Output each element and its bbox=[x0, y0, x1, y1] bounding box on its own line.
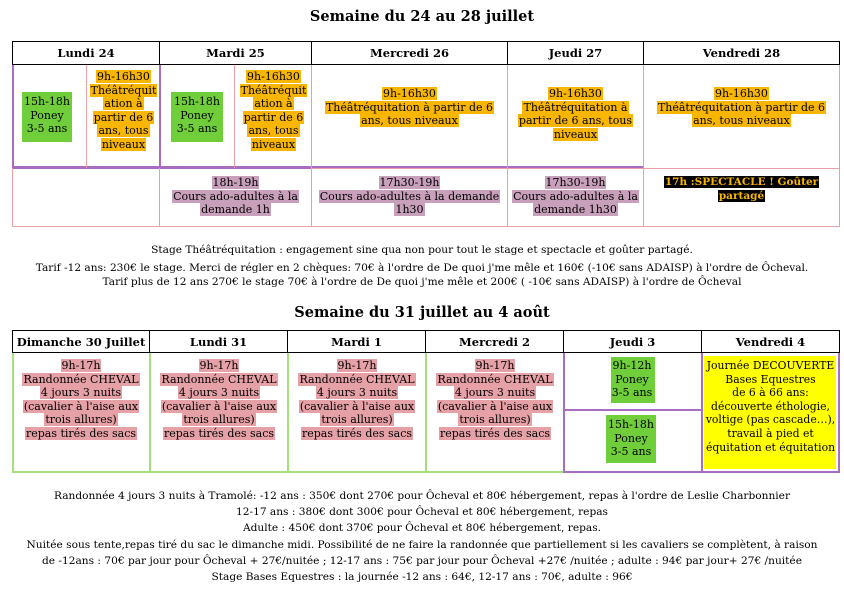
w1-mardi-theatre-l5: niveaux bbox=[251, 137, 296, 151]
rando-l2: 4 jours 3 nuits bbox=[316, 386, 398, 400]
w2-jeudi-aprem-time: 15h-18h bbox=[608, 418, 654, 431]
w2-note-3: Nuitée sous tente,repas tiré du sac le dimanche midi. Possibilité de ne faire la randonnée que partiellement si les cavaliers se complètent, à raison bbox=[26, 539, 818, 551]
w2-jeudi-aprem bbox=[601, 418, 661, 459]
w1-mardi-cours bbox=[160, 176, 311, 217]
rando-l2: 4 jours 3 nuits bbox=[178, 386, 260, 400]
w1-mardi-theatre-l3: partir de 6 bbox=[243, 110, 304, 124]
rando-l4: trois allures) bbox=[45, 413, 117, 427]
w1-lundi-split bbox=[86, 65, 87, 168]
w2-note-5: Stage Bases Equestres : la journée -12 ans : 64€, 12-17 ans : 70€, adulte : 96€ bbox=[211, 571, 633, 583]
w2-day-dimanche: Dimanche 30 Juillet bbox=[16, 335, 146, 349]
rando-time: 9h-17h bbox=[337, 359, 377, 372]
rando-l3: (cavalier à l'aise aux bbox=[437, 399, 553, 413]
w1-bottom-border bbox=[12, 226, 840, 227]
w2-rando-mardi bbox=[289, 359, 425, 441]
w1-mercredi-cours-time: 17h30-19h bbox=[379, 176, 440, 189]
w1-vendredi-l1: Théâtréquitation à partir de 6 bbox=[657, 100, 826, 114]
w1-note-2: Tarif plus de 12 ans 270€ le stage 70€ à l'ordre de De quoi j'me mêle et 200€ ( -10€ sans ADAISP) à l'ordre de Ôcheval bbox=[102, 276, 742, 288]
w1-jeudi-time: 9h-16h30 bbox=[549, 87, 602, 100]
w2-note-2: Adulte : 450€ dont 370€ pour Ôcheval et 80€ hébergement, repas. bbox=[242, 522, 602, 534]
w1-mardi-poney-label: Poney bbox=[180, 108, 214, 122]
w2-day-vendredi: Vendredi 4 bbox=[735, 335, 806, 349]
rando-l4: trois allures) bbox=[459, 413, 531, 427]
w1-lundi-poney-age: 3-5 ans bbox=[26, 122, 68, 136]
w1-jeudi-cours bbox=[508, 176, 643, 217]
w2-jeudi-matin-label: Poney bbox=[615, 372, 649, 386]
w1-top-border bbox=[12, 41, 840, 42]
w1-note-1: Tarif -12 ans: 230€ le stage. Merci de régler en 2 chèques: 70€ à l'ordre de De quoi j'me mêle et 160€ (-10€ sans ADAISP) à l'ordre de Ôcheval. bbox=[35, 262, 809, 274]
w2-vendredi-decouverte bbox=[703, 359, 838, 454]
w1-mardi-poney-age: 3-5 ans bbox=[176, 122, 218, 136]
w1-lundi-poney bbox=[18, 95, 76, 136]
w1-mardi-bottom bbox=[159, 166, 311, 169]
w2-jeudi-bottom bbox=[563, 471, 701, 473]
w2-day-mercredi: Mercredi 2 bbox=[459, 335, 530, 349]
rando-l3: (cavalier à l'aise aux bbox=[161, 399, 277, 413]
w2-rando-mercredi bbox=[427, 359, 563, 441]
w1-header-border bbox=[12, 64, 840, 65]
rando-time: 9h-17h bbox=[475, 359, 515, 372]
w1-spectacle-l1: 17h :SPECTACLE ! Goûter bbox=[664, 176, 819, 188]
rando-l5: repas tirés des sacs bbox=[301, 426, 413, 440]
w1-mercredi-l1: Théâtréquitation à partir de 6 bbox=[325, 100, 494, 114]
w1-mardi-theatre-l2: ation à bbox=[254, 97, 293, 111]
decouverte-l4: voltige (pas cascade…), bbox=[705, 413, 836, 427]
rando-l4: trois allures) bbox=[321, 413, 393, 427]
w2-day-mardi: Mardi 1 bbox=[331, 335, 382, 349]
w2-note-0: Randonnée 4 jours 3 nuits à Tramolé: -12 ans : 350€ dont 270€ pour Ôcheval et 80€ hébergement, repas à l'ordre de Leslie Charbonnier bbox=[53, 490, 791, 502]
rando-time: 9h-17h bbox=[61, 359, 101, 372]
w1-lundi-left bbox=[12, 65, 14, 168]
w2-note-1: 12-17 ans : 380€ dont 300€ pour Ôcheval et 80€ hébergement, repas bbox=[236, 506, 608, 518]
w1-mardi-theatre-l1: Théâtréquit bbox=[240, 83, 307, 97]
rando-l3: (cavalier à l'aise aux bbox=[23, 399, 139, 413]
w2-vline-4 bbox=[563, 353, 565, 473]
w1-mercredi-theatre bbox=[312, 87, 507, 128]
w1-vline-5h bbox=[839, 41, 840, 65]
w1-mardi-cours-time: 18h-19h bbox=[212, 176, 259, 189]
rando-l5: repas tirés des sacs bbox=[163, 426, 275, 440]
w2-vendredi-bottom bbox=[701, 471, 839, 473]
w2-top-border bbox=[12, 330, 840, 331]
w1-lundi-theatre-l3: partir de 6 bbox=[93, 110, 154, 124]
w1-mardi-left bbox=[159, 65, 161, 168]
w1-vendredi-l2: ans, tous niveaux bbox=[693, 114, 790, 128]
w1-mardi-cours-l1: Cours ado-adultes à la bbox=[173, 189, 298, 203]
w1-jeudi-cours-time: 17h30-19h bbox=[545, 176, 606, 189]
decouverte-l2: de 6 à 66 ans: bbox=[732, 386, 809, 400]
w1-lundi-theatre-l5: niveaux bbox=[101, 137, 146, 151]
w1-vendredi-time: 9h-16h30 bbox=[715, 87, 768, 100]
decouverte-l1: Bases Equestres bbox=[725, 372, 816, 386]
w1-mardi-poney bbox=[167, 95, 227, 136]
w2-day-lundi: Lundi 31 bbox=[189, 335, 248, 349]
w1-vendredi-spectacle bbox=[644, 176, 839, 203]
rando-l1: Randonnée CHEVAL bbox=[299, 372, 415, 386]
w1-jeudi-theatre bbox=[508, 87, 643, 141]
decouverte-l5: travail à pied et bbox=[727, 426, 814, 440]
w2-day-jeudi: Jeudi 3 bbox=[609, 335, 656, 349]
w1-note-0: Stage Théâtréquitation : engagement sine qua non pour tout le stage et spectacle et goûter partagé. bbox=[151, 244, 693, 256]
w2-jeudi-aprem-label: Poney bbox=[614, 431, 648, 445]
w1-jeudi-cours-l1: Cours ado-adultes à la bbox=[513, 189, 638, 203]
decouverte-l3: découverte éthologie, bbox=[711, 399, 830, 413]
rando-l4: trois allures) bbox=[183, 413, 255, 427]
w1-spectacle-l2: partagé bbox=[718, 189, 765, 202]
w1-jeudi-cours-l2: demande 1h30 bbox=[534, 203, 617, 217]
w1-mardi-theatre-time: 9h-16h30 bbox=[247, 70, 300, 83]
w1-mercredi-l2: ans, tous niveaux bbox=[361, 114, 458, 128]
rando-l5: repas tirés des sacs bbox=[25, 426, 137, 440]
rando-l1: Randonnée CHEVAL bbox=[437, 372, 553, 386]
w1-day-lundi: Lundi 24 bbox=[57, 46, 115, 60]
w1-mardi-split bbox=[234, 65, 235, 168]
decouverte-l6: équitation et équitation bbox=[705, 440, 836, 454]
w2-note-4: de -12ans : 70€ par jour pour Ôcheval + 27€/nuitée ; 12-17 ans : 75€ par jour pour Ôcheval +27€ /nuitée ; adulte : 94€ par jour+ 27€ /nuitée bbox=[42, 555, 802, 567]
w2-jeudi-matin-time: 9h-12h bbox=[612, 359, 652, 372]
w1-lundi-theatre-l4: ans, tous bbox=[98, 124, 149, 138]
week2-title: Semaine du 31 juillet au 4 août bbox=[294, 304, 550, 321]
w1-jeudi-l2: partir de 6 ans, tous bbox=[518, 114, 633, 128]
rando-l2: 4 jours 3 nuits bbox=[454, 386, 536, 400]
w2-rando-dimanche bbox=[13, 359, 149, 441]
rando-time: 9h-17h bbox=[199, 359, 239, 372]
rando-l3: (cavalier à l'aise aux bbox=[299, 399, 415, 413]
w1-mardi-cours-l2: demande 1h bbox=[201, 203, 270, 217]
w1-mercredi-bottom bbox=[311, 166, 507, 168]
w1-mardi-theatre bbox=[236, 70, 311, 152]
week1-title: Semaine du 24 au 28 juillet bbox=[309, 8, 535, 25]
w2-jeudi-split bbox=[563, 409, 701, 411]
w1-day-mercredi: Mercredi 26 bbox=[370, 46, 449, 60]
w1-vline-5 bbox=[839, 41, 840, 227]
w1-lundi-theatre bbox=[88, 70, 159, 152]
w1-mercredi-cours-l1: Cours ado-adultes à la demande bbox=[319, 189, 500, 203]
w1-lundi-theatre-time: 9h-16h30 bbox=[97, 70, 150, 83]
w1-jeudi-bottom bbox=[507, 166, 643, 168]
w1-jeudi-l1: Théâtréquitation à bbox=[523, 100, 628, 114]
w1-day-mardi: Mardi 25 bbox=[206, 46, 265, 60]
w1-mercredi-cours-l2: 1h30 bbox=[395, 203, 424, 217]
w2-jeudi-matin bbox=[603, 359, 661, 400]
w2-vline-6 bbox=[838, 353, 840, 473]
decouverte-l0: Journée DECOUVERTE bbox=[706, 359, 835, 372]
w1-vendredi-theatre bbox=[644, 87, 839, 128]
rando-l5: repas tirés des sacs bbox=[439, 426, 551, 440]
w1-day-vendredi: Vendredi 28 bbox=[702, 46, 781, 60]
w1-mercredi-time: 9h-16h30 bbox=[383, 87, 436, 100]
w1-day-jeudi: Jeudi 27 bbox=[548, 46, 603, 60]
w1-mardi-poney-time: 15h-18h bbox=[174, 95, 220, 108]
w2-rando-lundi bbox=[151, 359, 287, 441]
w1-lundi-poney-label: Poney bbox=[30, 108, 64, 122]
w1-lundi-theatre-l2: ation à bbox=[104, 97, 143, 111]
w2-jeudi-matin-age: 3-5 ans bbox=[611, 386, 653, 400]
w1-lundi-poney-time: 15h-18h bbox=[24, 95, 70, 108]
w2-jeudi-aprem-age: 3-5 ans bbox=[610, 445, 652, 459]
rando-l1: Randonnée CHEVAL bbox=[161, 372, 277, 386]
rando-l1: Randonnée CHEVAL bbox=[23, 372, 139, 386]
rando-l2: 4 jours 3 nuits bbox=[40, 386, 122, 400]
w2-vline-6h bbox=[839, 330, 840, 353]
w1-mercredi-cours bbox=[312, 176, 507, 217]
w1-jeudi-l3: niveaux bbox=[553, 127, 598, 141]
w1-mardi-theatre-l4: ans, tous bbox=[248, 124, 299, 138]
w1-lundi-theatre-l1: Théâtréquit bbox=[90, 83, 157, 97]
